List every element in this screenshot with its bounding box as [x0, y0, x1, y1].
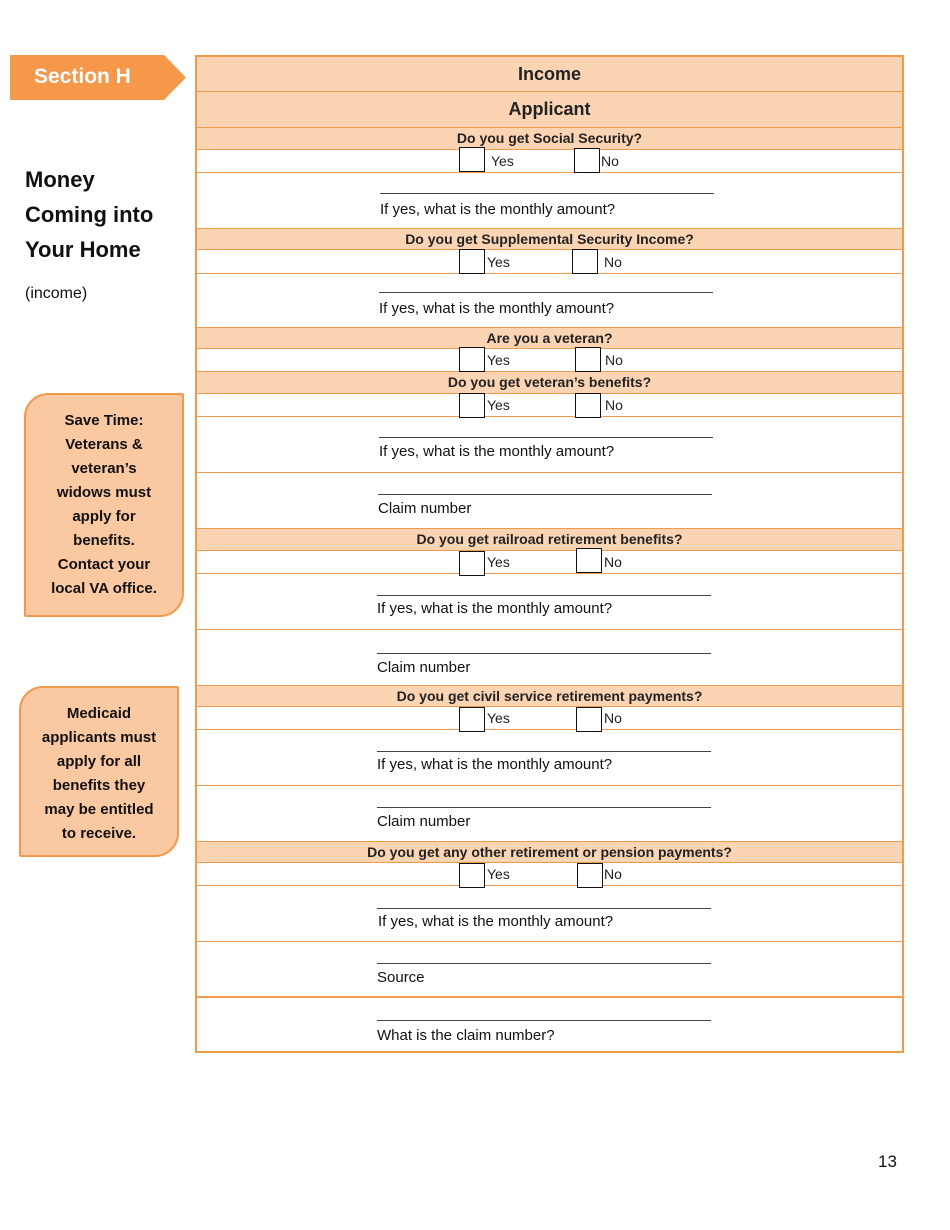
side-title — [25, 162, 185, 267]
no-label: No — [605, 352, 623, 368]
medicaid-callout — [19, 686, 179, 857]
income-form — [195, 55, 904, 1053]
callout-line: local VA office. — [51, 580, 157, 597]
veteran-benefits-yes-checkbox[interactable] — [459, 393, 485, 418]
form-subtitle: Applicant — [197, 92, 902, 128]
question-ssi: Do you get Supplemental Security Income? — [197, 229, 902, 250]
civil-service-claim-field[interactable] — [197, 786, 902, 842]
callout-line: benefits. — [73, 532, 135, 549]
question-social-security: Do you get Social Security? — [197, 128, 902, 150]
railroad-amount-field[interactable] — [197, 574, 902, 630]
veteran-yes-no-row — [197, 349, 902, 372]
yes-label: Yes — [487, 710, 510, 726]
no-label: No — [601, 153, 619, 169]
field-label: If yes, what is the monthly amount? — [380, 201, 616, 218]
callout-line: may be entitled — [44, 801, 154, 818]
side-title-line: Your Home — [25, 237, 141, 262]
civil-service-amount-field[interactable] — [197, 730, 902, 786]
railroad-yes-no-row — [197, 551, 902, 574]
other-retirement-yes-checkbox[interactable] — [459, 863, 485, 888]
social-security-yes-no-row — [197, 150, 902, 173]
page-number: 13 — [878, 1152, 897, 1171]
veteran-benefits-amount-field[interactable] — [197, 417, 902, 473]
field-line — [377, 751, 711, 752]
social-security-yes-checkbox[interactable] — [459, 147, 485, 172]
no-label: No — [604, 554, 622, 570]
no-label: No — [604, 254, 622, 270]
ssi-amount-field[interactable] — [197, 274, 902, 328]
callout-line: widows must — [56, 484, 152, 501]
yes-label: Yes — [487, 352, 510, 368]
other-retirement-amount-field[interactable] — [197, 886, 902, 942]
other-retirement-yes-no-row — [197, 863, 902, 886]
yes-label: Yes — [487, 554, 510, 570]
ssi-yes-no-row — [197, 250, 902, 274]
callout-line: apply for all — [56, 753, 142, 770]
civil-service-yes-checkbox[interactable] — [459, 707, 485, 732]
field-label: Claim number — [377, 659, 471, 676]
no-label: No — [604, 710, 622, 726]
veteran-benefits-claim-field[interactable] — [197, 473, 902, 529]
social-security-no-checkbox[interactable] — [574, 148, 600, 173]
callout-line: Save Time: — [64, 412, 144, 429]
yes-label: Yes — [487, 254, 510, 270]
veterans-callout — [24, 393, 184, 617]
field-label: Claim number — [377, 813, 471, 830]
yes-label: Yes — [487, 397, 510, 413]
field-label: What is the claim number? — [377, 1027, 555, 1044]
callout-line: Contact your — [57, 556, 151, 573]
field-label: If yes, what is the monthly amount? — [379, 443, 615, 460]
question-civil-service: Do you get civil service retirement payments? — [197, 686, 902, 707]
ssi-no-checkbox[interactable] — [572, 249, 598, 274]
railroad-claim-field[interactable] — [197, 630, 902, 686]
field-label: If yes, what is the monthly amount? — [378, 913, 614, 930]
question-railroad: Do you get railroad retirement benefits? — [197, 529, 902, 551]
other-retirement-no-checkbox[interactable] — [577, 863, 603, 888]
veteran-benefits-no-checkbox[interactable] — [575, 393, 601, 418]
side-title-line: Money — [25, 167, 95, 192]
no-label: No — [604, 866, 622, 882]
social-security-amount-field[interactable] — [197, 173, 902, 229]
other-retirement-source-field[interactable] — [197, 942, 902, 998]
no-label: No — [605, 397, 623, 413]
field-line — [377, 1020, 711, 1021]
callout-line: Veterans & — [65, 436, 143, 453]
callout-line: Medicaid — [66, 705, 132, 722]
callout-line: benefits they — [52, 777, 146, 794]
side-subtitle: (income) — [25, 285, 88, 302]
form-title: Income — [197, 57, 902, 92]
veteran-no-checkbox[interactable] — [575, 347, 601, 372]
veteran-yes-checkbox[interactable] — [459, 347, 485, 372]
field-label: Source — [377, 969, 425, 986]
callout-line: apply for — [72, 508, 136, 525]
yes-label: Yes — [491, 153, 514, 169]
ssi-yes-checkbox[interactable] — [459, 249, 485, 274]
field-line — [377, 963, 711, 964]
side-title-line: Coming into — [25, 202, 154, 227]
section-tab-label: Section H — [34, 65, 131, 88]
field-label: If yes, what is the monthly amount? — [379, 300, 615, 317]
field-line — [378, 494, 712, 495]
callout-line: applicants must — [41, 729, 157, 746]
field-label: Claim number — [378, 500, 472, 517]
field-line — [377, 807, 711, 808]
field-line — [379, 292, 713, 293]
field-label: If yes, what is the monthly amount? — [377, 600, 613, 617]
callout-line: veteran’s — [71, 460, 137, 477]
civil-service-yes-no-row — [197, 707, 902, 730]
section-tab — [10, 55, 186, 100]
question-veteran-benefits: Do you get veteran’s benefits? — [197, 372, 902, 394]
field-line — [380, 193, 714, 194]
veteran-benefits-yes-no-row — [197, 394, 902, 417]
question-other-retirement: Do you get any other retirement or pension payments? — [197, 842, 902, 863]
other-retirement-claim-field[interactable] — [197, 1000, 902, 1053]
yes-label: Yes — [487, 866, 510, 882]
question-veteran: Are you a veteran? — [197, 328, 902, 349]
field-line — [377, 595, 711, 596]
railroad-yes-checkbox[interactable] — [459, 551, 485, 576]
callout-line: to receive. — [61, 825, 137, 842]
field-line — [377, 653, 711, 654]
railroad-no-checkbox[interactable] — [576, 548, 602, 573]
civil-service-no-checkbox[interactable] — [576, 707, 602, 732]
field-label: If yes, what is the monthly amount? — [377, 756, 613, 773]
field-line — [377, 908, 711, 909]
field-line — [379, 437, 713, 438]
